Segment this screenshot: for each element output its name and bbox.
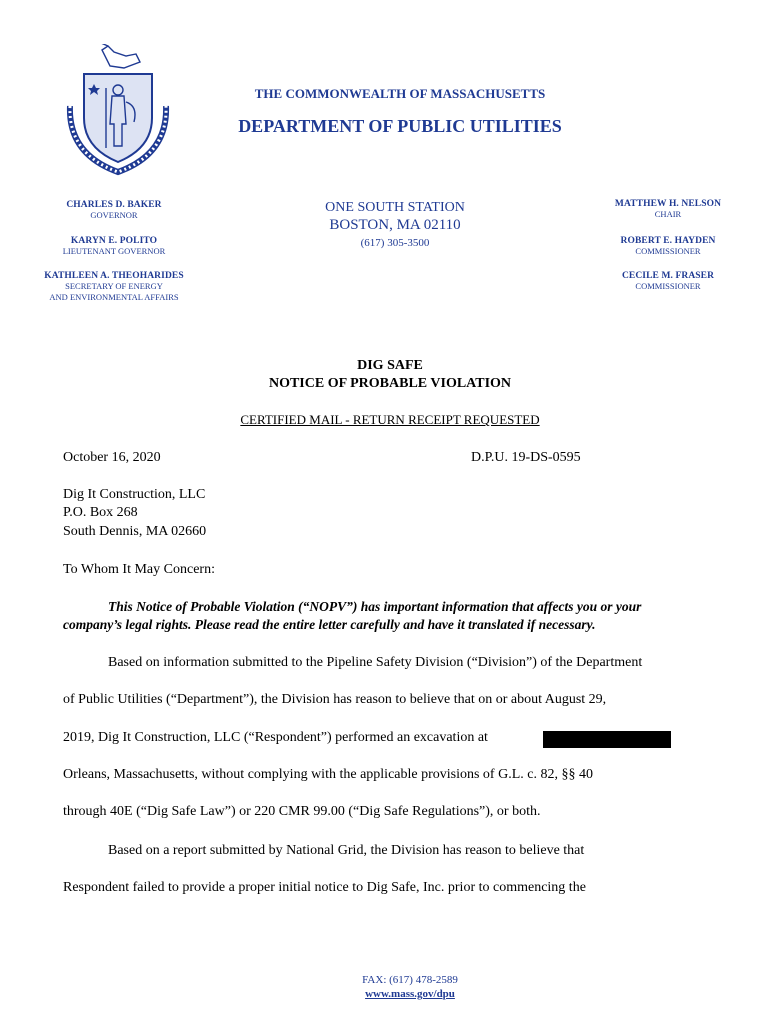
official-title: SECRETARY OF ENERGY	[65, 281, 163, 291]
official-name: KARYN E. POLITO	[70, 236, 158, 246]
official-title: LIEUTENANT GOVERNOR	[62, 246, 166, 256]
official-name: CHARLES D. BAKER	[66, 200, 162, 210]
letter-date: October 16, 2020	[63, 450, 161, 465]
footer-fax: FAX: (617) 478-2589	[362, 974, 458, 986]
official-commissioner-fraser	[600, 271, 736, 292]
address-line1: ONE SOUTH STATION	[325, 200, 465, 215]
paragraph2-line2: Respondent failed to provide a proper initial notice to Dig Safe, Inc. prior to commencing the	[63, 880, 586, 895]
official-lieutenant-governor	[0, 236, 228, 257]
official-title: GOVERNOR	[90, 210, 138, 220]
recipient-po-box: P.O. Box 268	[63, 505, 138, 520]
official-secretary	[0, 271, 228, 303]
notice-title-line2: NOTICE OF PROBABLE VIOLATION	[268, 376, 512, 391]
paragraph1-line1: Based on information submitted to the Pipeline Safety Division (“Division”) of the Department	[108, 655, 643, 670]
official-name: CECILE M. FRASER	[621, 271, 715, 281]
notice-title-line1: DIG SAFE	[357, 358, 423, 373]
address-phone: (617) 305-3500	[360, 237, 430, 249]
certified-mail-line	[0, 412, 770, 428]
commonwealth-heading: THE COMMONWEALTH OF MASSACHUSETTS	[254, 86, 546, 101]
footer-url-wrap	[0, 988, 770, 1000]
official-chair	[600, 199, 736, 220]
official-name: ROBERT E. HAYDEN	[620, 236, 716, 246]
official-title: COMMISSIONER	[635, 281, 701, 291]
legal-notice-line2: company’s legal rights. Please read the entire letter carefully and have it translated if necessary.	[63, 617, 596, 632]
recipient-city: South Dennis, MA 02660	[63, 524, 207, 539]
paragraph1-line4: Orleans, Massachusetts, without complying with the applicable provisions of G.L. c. 82, §§ 40	[63, 767, 593, 782]
address-line2: BOSTON, MA 02110	[329, 217, 461, 233]
department-heading: DEPARTMENT OF PUBLIC UTILITIES	[238, 116, 562, 136]
official-title: COMMISSIONER	[635, 246, 701, 256]
official-title-line2: AND ENVIRONMENTAL AFFAIRS	[49, 292, 179, 302]
paragraph1-line5: through 40E (“Dig Safe Law”) or 220 CMR 99.00 (“Dig Safe Regulations”), or both.	[63, 804, 541, 819]
legal-notice-line1: This Notice of Probable Violation (“NOPV”) has important information that affects you or your	[108, 599, 642, 614]
footer-url-link[interactable]: www.mass.gov/dpu	[365, 988, 455, 1000]
paragraph1-line2: of Public Utilities (“Department”), the Division has reason to believe that on or about August 29,	[63, 692, 607, 707]
certified-mail-text: CERTIFIED MAIL - RETURN RECEIPT REQUESTED	[240, 412, 540, 427]
massachusetts-seal	[64, 44, 172, 176]
paragraph1-line3: 2019, Dig It Construction, LLC (“Respondent”) performed an excavation at	[63, 730, 488, 745]
official-title: CHAIR	[654, 209, 682, 219]
official-name: MATTHEW H. NELSON	[614, 199, 722, 209]
docket-number: D.P.U. 19-DS-0595	[471, 450, 581, 465]
paragraph2-line1: Based on a report submitted by National Grid, the Division has reason to believe that	[108, 843, 585, 858]
official-governor	[0, 200, 228, 221]
official-name: KATHLEEN A. THEOHARIDES	[44, 271, 184, 281]
official-commissioner-hayden	[600, 236, 736, 257]
salutation: To Whom It May Concern:	[63, 562, 215, 577]
redacted-address-block	[543, 731, 671, 748]
recipient-name: Dig It Construction, LLC	[63, 487, 206, 502]
